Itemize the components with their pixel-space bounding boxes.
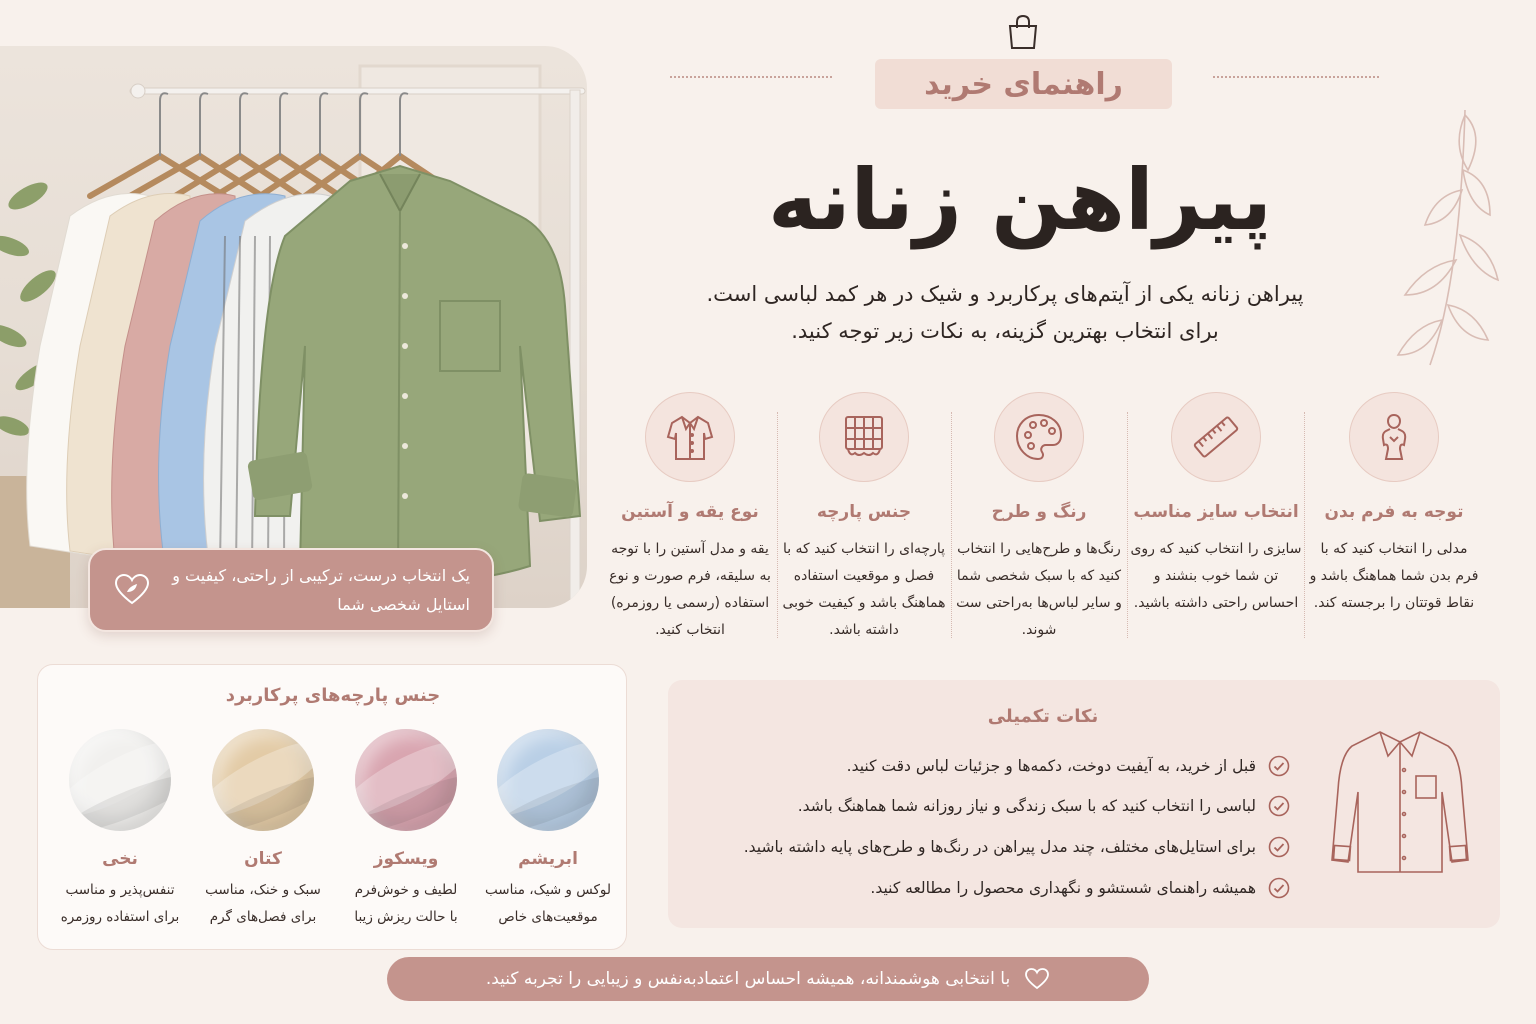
- tip-icon-circle: [1171, 392, 1261, 482]
- intro-line-2: برای انتخاب بهترین گزینه، به نکات زیر توجه کنید.: [791, 319, 1219, 343]
- extra-tip-text: برای استایل‌های مختلف، چند مدل پیراهن در رنگ‌ها و طرح‌های پایه داشته باشید.: [743, 838, 1256, 856]
- extra-tip-text: همیشه راهنمای شستشو و نگهداری محصول را مطالعه کنید.: [870, 879, 1256, 897]
- extra-tips-card: [668, 680, 1500, 928]
- shopping-guide-badge: راهنمای خرید: [875, 59, 1172, 109]
- intro-text: [690, 276, 1320, 350]
- intro-line-1: پیراهن زنانه یکی از آیتم‌های پرکاربرد و شیک در هر کمد لباسی است.: [706, 282, 1304, 306]
- check-circle-icon: [1268, 755, 1290, 777]
- tip-title: جنس پارچه: [816, 502, 912, 522]
- shirts-illustration: [0, 46, 587, 608]
- tip-description: مدلی را انتخاب کنید که با فرم بدن شما هماهنگ باشد و نقاط قوتتان را برجسته کند.: [1309, 541, 1479, 611]
- tip-separator: [951, 412, 952, 638]
- tip-collar-sleeve: [604, 392, 776, 642]
- fabric-icon: [836, 409, 892, 465]
- shopping-bag-icon: [1007, 14, 1039, 50]
- decorative-dotted-line-left: [670, 76, 832, 78]
- fabric-desc-line: موقعیت‌های خاص: [498, 909, 598, 925]
- fabric-desc-line: تنفس‌پذیر و مناسب: [65, 882, 175, 898]
- footer-text: با انتخابی هوشمندانه، همیشه احساس اعتمادبه‌نفس و زیبایی را تجربه کنید.: [485, 969, 1011, 989]
- check-circle-icon: [1268, 877, 1290, 899]
- tip-icon-circle: [994, 392, 1084, 482]
- extra-tip-text: لباسی را انتخاب کنید که با سبک زندگی و نیاز روزانه شما هماهنگ باشد.: [797, 797, 1256, 815]
- tip-icon-circle: [1349, 392, 1439, 482]
- tip-separator: [1127, 412, 1128, 638]
- footer-banner: [387, 957, 1149, 1001]
- fabric-description: [478, 877, 618, 931]
- tip-separator: [1304, 412, 1305, 638]
- fabric-item-linen: [193, 729, 333, 931]
- linen-swatch: [212, 729, 314, 831]
- fabric-item-cotton: [50, 729, 190, 931]
- silk-swatch: [497, 729, 599, 831]
- fabric-desc-line: برای فصل‌های گرم: [209, 909, 317, 925]
- tip-icon-circle: [645, 392, 735, 482]
- tip-description: سایزی را انتخاب کنید که روی تن شما خوب بنشند و احساس راحتی داشته باشید.: [1130, 541, 1302, 611]
- fabric-description: [50, 877, 190, 931]
- heart-outline-icon: [1024, 966, 1050, 992]
- tip-separator: [777, 412, 778, 638]
- fabric-item-viscose: [336, 729, 476, 931]
- fabric-item-silk: [478, 729, 618, 931]
- extra-tip-item: [870, 876, 1290, 900]
- tip-description: یقه و مدل آستین را با توجه به سلیقه، فرم صورت و نوع استفاده (رسمی یا روزمره) انتخاب کنید.: [609, 541, 771, 638]
- fabric-desc-line: سبک و خنک، مناسب: [205, 882, 321, 898]
- fabric-desc-line: با حالت ریزش زیبا: [354, 909, 458, 925]
- extra-tip-item: [744, 835, 1290, 859]
- page-title: پیراهن زنانه: [768, 151, 1272, 249]
- palette-icon: [1011, 409, 1067, 465]
- extra-tip-item: [798, 794, 1290, 818]
- fabric-desc-line: برای استفاده روزمره: [60, 909, 180, 925]
- viscose-swatch: [355, 729, 457, 831]
- tip-title: انتخاب سایز مناسب: [1133, 502, 1299, 522]
- tip-title: نوع یقه و آستین: [621, 502, 759, 522]
- decorative-dotted-line-right: [1213, 76, 1379, 78]
- check-circle-icon: [1268, 836, 1290, 858]
- tip-size: [1130, 392, 1302, 642]
- tip-title: رنگ و طرح: [991, 502, 1087, 522]
- extra-tip-item: [847, 754, 1290, 778]
- fabric-desc-line: لوکس و شیک، مناسب: [485, 882, 611, 898]
- fabric-name: نخی: [102, 849, 138, 869]
- extra-tip-text: قبل از خرید، به آیفیت دوخت، دکمه‌ها و جزئیات لباس دقت کنید.: [846, 757, 1256, 775]
- fabric-description: [193, 877, 333, 931]
- leaf-branch-icon: [1390, 100, 1510, 370]
- check-circle-icon: [1268, 795, 1290, 817]
- hero-caption-text: یک انتخاب درست، ترکیبی از راحتی، کیفیت و استایل شخصی شما: [172, 566, 470, 614]
- tip-title: توجه به فرم بدن: [1324, 502, 1464, 522]
- cotton-swatch: [69, 729, 171, 831]
- tip-description: رنگ‌ها و طرح‌هایی را انتخاب کنید که با سبک شخصی شما و سایر لباس‌ها به‌راحتی ست شوند.: [956, 541, 1122, 638]
- tip-fabric: [778, 392, 950, 642]
- extra-tips-title: نکات تکمیلی: [987, 706, 1099, 727]
- tip-color-pattern: [953, 392, 1125, 642]
- fabric-name: ابریشم: [518, 849, 578, 869]
- hero-photo-shirts-on-rack: [0, 46, 587, 608]
- body-silhouette-icon: [1366, 409, 1422, 465]
- fabrics-title: جنس پارچه‌های پرکاربرد: [225, 685, 441, 706]
- common-fabrics-card: [37, 664, 627, 950]
- tip-description: پارچه‌ای را انتخاب کنید که با فصل و موقعیت استفاده هماهنگ باشد و کیفیت خوبی داشته باشد.: [782, 541, 946, 638]
- heart-icon: [112, 570, 152, 610]
- tip-body-shape: [1308, 392, 1480, 642]
- ruler-icon: [1188, 409, 1244, 465]
- shirt-collar-icon: [662, 409, 718, 465]
- fabric-description: [336, 877, 476, 931]
- fabric-name: ویسکوز: [373, 849, 439, 869]
- fabric-name: کتان: [244, 849, 282, 869]
- fabric-desc-line: لطیف و خوش‌فرم: [354, 882, 458, 898]
- shirt-line-drawing-icon: [1320, 720, 1480, 880]
- hero-caption-banner: [88, 548, 494, 632]
- tip-icon-circle: [819, 392, 909, 482]
